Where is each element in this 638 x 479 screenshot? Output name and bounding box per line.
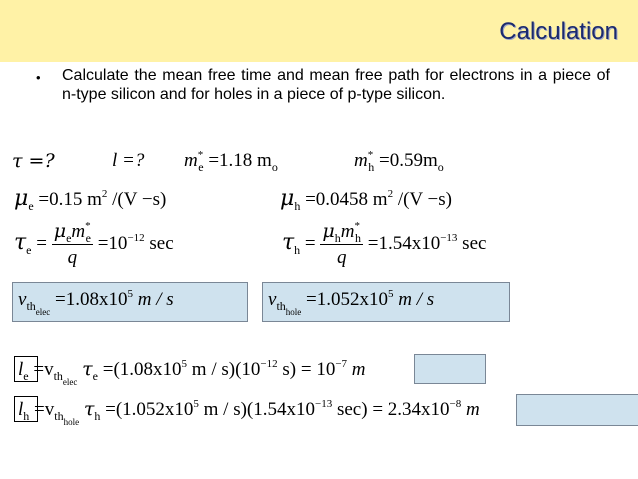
taue-num-sub1: e [66,231,72,245]
vthh-rhs-sup: 5 [388,288,394,300]
lh-lhs: l [18,399,24,420]
lh-mid-c: sec) = [332,399,384,420]
me-equation [184,150,278,172]
mue-rhs-sup: 2 [101,188,108,200]
mue-lhs: μ [14,186,29,211]
tau-unknown [12,150,55,173]
muh-rhs-a: =0.0458 m [305,189,388,210]
lh-res-b: m [461,399,480,420]
le-mid-b: m / s)(10 [187,359,261,380]
le-mid-c: s) = [277,359,312,380]
tauh-num-sub2: h [354,231,361,245]
lh-res-a: 2.34x10 [387,399,450,420]
muh-rhs-b: /(V −s) [393,189,452,210]
tauh-sub: h [294,242,301,257]
vthh-rhs-a: =1.052x10 [306,289,388,310]
vthe-sub: th [26,299,36,313]
me-lhs: m [184,150,198,171]
le-res-b: m [347,359,366,380]
le-res-a: 10 [316,359,336,380]
mue-rhs-a: =0.15 m [38,189,102,210]
lh-mid-sup1: 5 [193,398,199,410]
le-tau-sub: e [92,369,98,383]
taue-equation: $\tau_e$ = $\frac{\mu_em^*_e}{q}$ $=10^{-12}$ sec [14,220,174,268]
taue-lhs: τ [14,229,27,255]
tauh-num-sup: * [354,220,360,232]
mh-rhs: =0.59m [378,150,438,171]
lh-tau-sub: h [94,409,101,423]
mh-sup: * [367,149,374,161]
lh-tau: τ [83,398,95,420]
tauh-equation: $\tau_h$ = $\frac{\mu_hm^*_h}{q}$ $=1.54x10^{-13}$ sec [282,220,487,268]
le-vsubsub: elec [62,377,78,387]
lh-res-sup: −8 [449,398,462,410]
lh-sub: h [23,409,30,423]
mh-lhs: m [354,150,368,171]
vthe-lhs: v [18,289,27,310]
muh-lhs: μ [280,186,295,211]
vthh-subsub: hole [285,307,302,317]
tauh-den: q [336,247,347,268]
le-lhs: l [18,359,24,380]
lh-mid-sup2: −13 [315,398,333,410]
taue-den: q [67,247,78,268]
mue-rhs-b: /(V −s) [107,189,167,210]
lh-result-box [516,394,638,426]
tauh-num-sub1: h [334,231,341,245]
mh-equation [354,150,444,172]
vth-hole-equation [268,288,435,317]
le-mid-a: =(1.08x10 [102,359,182,380]
taue-num-sub2: e [85,231,91,245]
vthe-subsub: elec [35,307,51,317]
vthe-rhs-sup: 5 [127,288,133,300]
le-vsub: th [53,369,63,383]
taue-num-sup: * [85,220,91,232]
muh-sub: h [294,199,301,213]
muh-rhs-sup: 2 [387,188,394,200]
le-res-sup: −7 [335,358,348,370]
mh-sub: h [368,160,375,174]
taue-rhs-a: =10 [97,232,128,254]
tauh-lhs: τ [282,229,295,255]
vthh-lhs: v [268,289,277,310]
taue-rhs-b: sec [144,232,174,254]
mh-rhs-sub: o [437,160,444,174]
le-result-box [414,354,486,384]
taue-sub: e [26,242,32,257]
vthe-rhs-b: m / s [132,289,174,310]
taue-num-m: m [71,221,86,242]
mue-sub: e [28,199,34,213]
le-equation [18,358,366,387]
taue-rhs-sup: −12 [127,231,145,244]
lh-mid-b: m / s)(1.54x10 [198,399,316,420]
taue-fraction [52,220,93,269]
lh-vsubsub: hole [63,417,80,427]
slide-title: Calculation [499,18,618,45]
vthh-rhs-b: m / s [393,289,435,310]
le-sub: e [23,369,29,383]
bullet-glyph: • [36,70,41,85]
bullet-text: Calculate the mean free time and mean free path for electrons in a piece of n-type silicon and for holes in a piece of p-type silicon. [62,67,610,103]
me-sub: e [198,160,204,174]
lh-equation [18,398,480,427]
vthe-rhs-a: =1.08x10 [55,289,128,310]
tauh-fraction [320,220,363,269]
tauh-rhs-b: sec [457,232,487,254]
taue-num-mu: μ [53,220,67,242]
lh-mid-a: =(1.052x10 [105,399,194,420]
lh-eq1: =v [34,399,55,420]
l-unknown: l =? [112,150,145,171]
mue-equation [14,186,166,211]
muh-equation [280,186,452,211]
me-rhs-sub: o [271,160,278,174]
me-sup: * [197,149,204,161]
le-mid-sup1: 5 [181,358,188,370]
vth-elec-equation [18,288,174,317]
tauh-num-m: m [340,221,355,242]
vthh-sub: th [276,299,286,313]
tauh-rhs-sup: −13 [440,231,458,244]
le-tau: τ [82,358,93,380]
lh-vsub: th [54,409,64,423]
le-mid-sup2: −12 [260,358,278,370]
tauh-num-mu: μ [322,220,335,242]
tauh-rhs-a: =1.54x10 [367,232,441,254]
tau-unknown-text: τ =? [12,150,55,172]
le-eq1: =v [33,359,54,380]
me-rhs: =1.18 m [208,150,272,171]
